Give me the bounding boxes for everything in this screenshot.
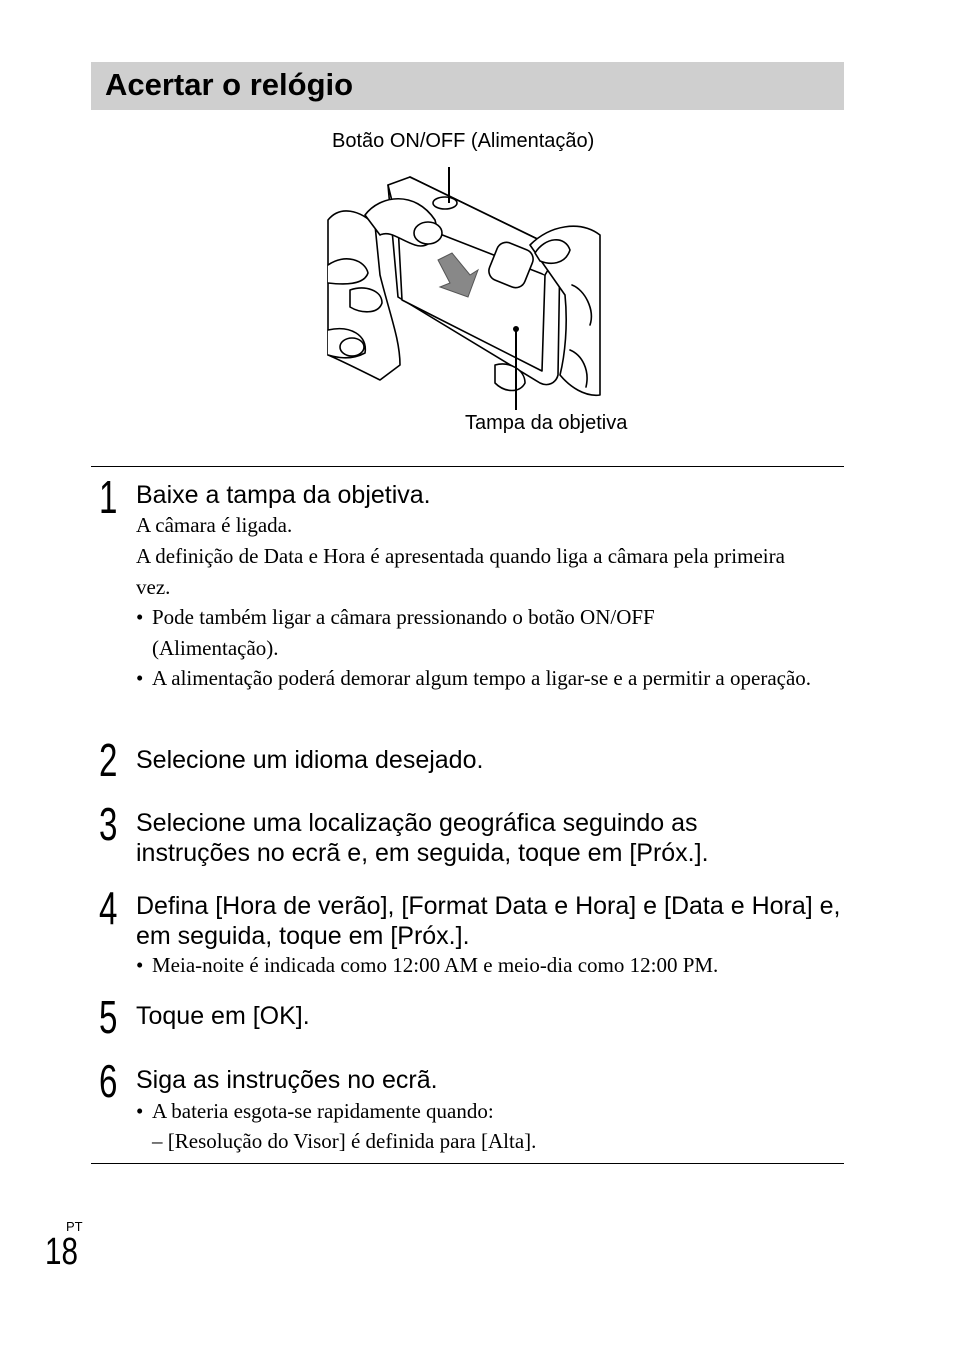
step-4-number: 4 bbox=[99, 882, 118, 934]
step-5-number: 5 bbox=[99, 991, 118, 1043]
sub-item-text: [Resolução do Visor] é definida para [Alta]. bbox=[167, 1129, 537, 1153]
bullet-text: A alimentação poderá demorar algum tempo a ligar-se e a permitir a operação. bbox=[152, 666, 812, 690]
power-button-shape bbox=[433, 197, 457, 209]
step-6-sub-item-1 bbox=[152, 1126, 832, 1157]
section-title: Acertar o relógio bbox=[105, 67, 354, 102]
dash-glyph: – bbox=[152, 1129, 163, 1153]
step-5-title: Toque em [OK]. bbox=[136, 1002, 310, 1030]
step-1-bullet-1 bbox=[136, 602, 752, 663]
bullet-glyph: • bbox=[136, 953, 144, 977]
step-4-bullet-1 bbox=[136, 950, 842, 981]
lens-cover-caption: Tampa da objetiva bbox=[465, 412, 628, 434]
bottom-rule bbox=[91, 1163, 844, 1164]
language-tag: PT bbox=[66, 1219, 83, 1234]
step-6-bullet-1 bbox=[136, 1096, 842, 1127]
step-2-title: Selecione um idioma desejado. bbox=[136, 746, 484, 774]
step-6-number: 6 bbox=[99, 1055, 118, 1107]
top-rule bbox=[91, 466, 844, 467]
step-2-number: 2 bbox=[99, 734, 118, 786]
page-number: 18 bbox=[45, 1231, 78, 1273]
power-button-caption: Botão ON/OFF (Alimentação) bbox=[332, 130, 595, 152]
bullet-text: Pode também ligar a câmara pressionando o botão ON/OFF (Alimentação). bbox=[152, 605, 655, 660]
section-title-bar bbox=[91, 62, 844, 110]
step-4-title: Defina [Hora de verão], [Format Data e Hora] e [Data e Hora] e, em seguida, toque em [Próx.]. bbox=[136, 892, 841, 950]
step-6-title: Siga as instruções no ecrã. bbox=[136, 1066, 438, 1094]
step-1-bullet-2 bbox=[136, 663, 822, 694]
step-1-line-2: A definição de Data e Hora é apresentada quando liga a câmara pela primeira vez. bbox=[136, 544, 785, 599]
bullet-glyph: • bbox=[136, 605, 144, 629]
bullet-glyph: • bbox=[136, 666, 144, 690]
step-1-title: Baixe a tampa da objetiva. bbox=[136, 481, 431, 509]
bullet-text: Meia-noite é indicada como 12:00 AM e meio-dia como 12:00 PM. bbox=[152, 953, 719, 977]
step-1-line-1: A câmara é ligada. bbox=[136, 513, 293, 537]
step-3-number: 3 bbox=[99, 798, 118, 850]
bullet-text: A bateria esgota-se rapidamente quando: bbox=[152, 1099, 494, 1123]
bullet-glyph: • bbox=[136, 1099, 144, 1123]
step-3-title: Selecione uma localização geográfica seguindo as instruções no ecrã e, em seguida, toque em [Próx.]. bbox=[136, 809, 709, 867]
camera-illustration bbox=[320, 125, 660, 445]
step-1-number: 1 bbox=[99, 471, 118, 523]
